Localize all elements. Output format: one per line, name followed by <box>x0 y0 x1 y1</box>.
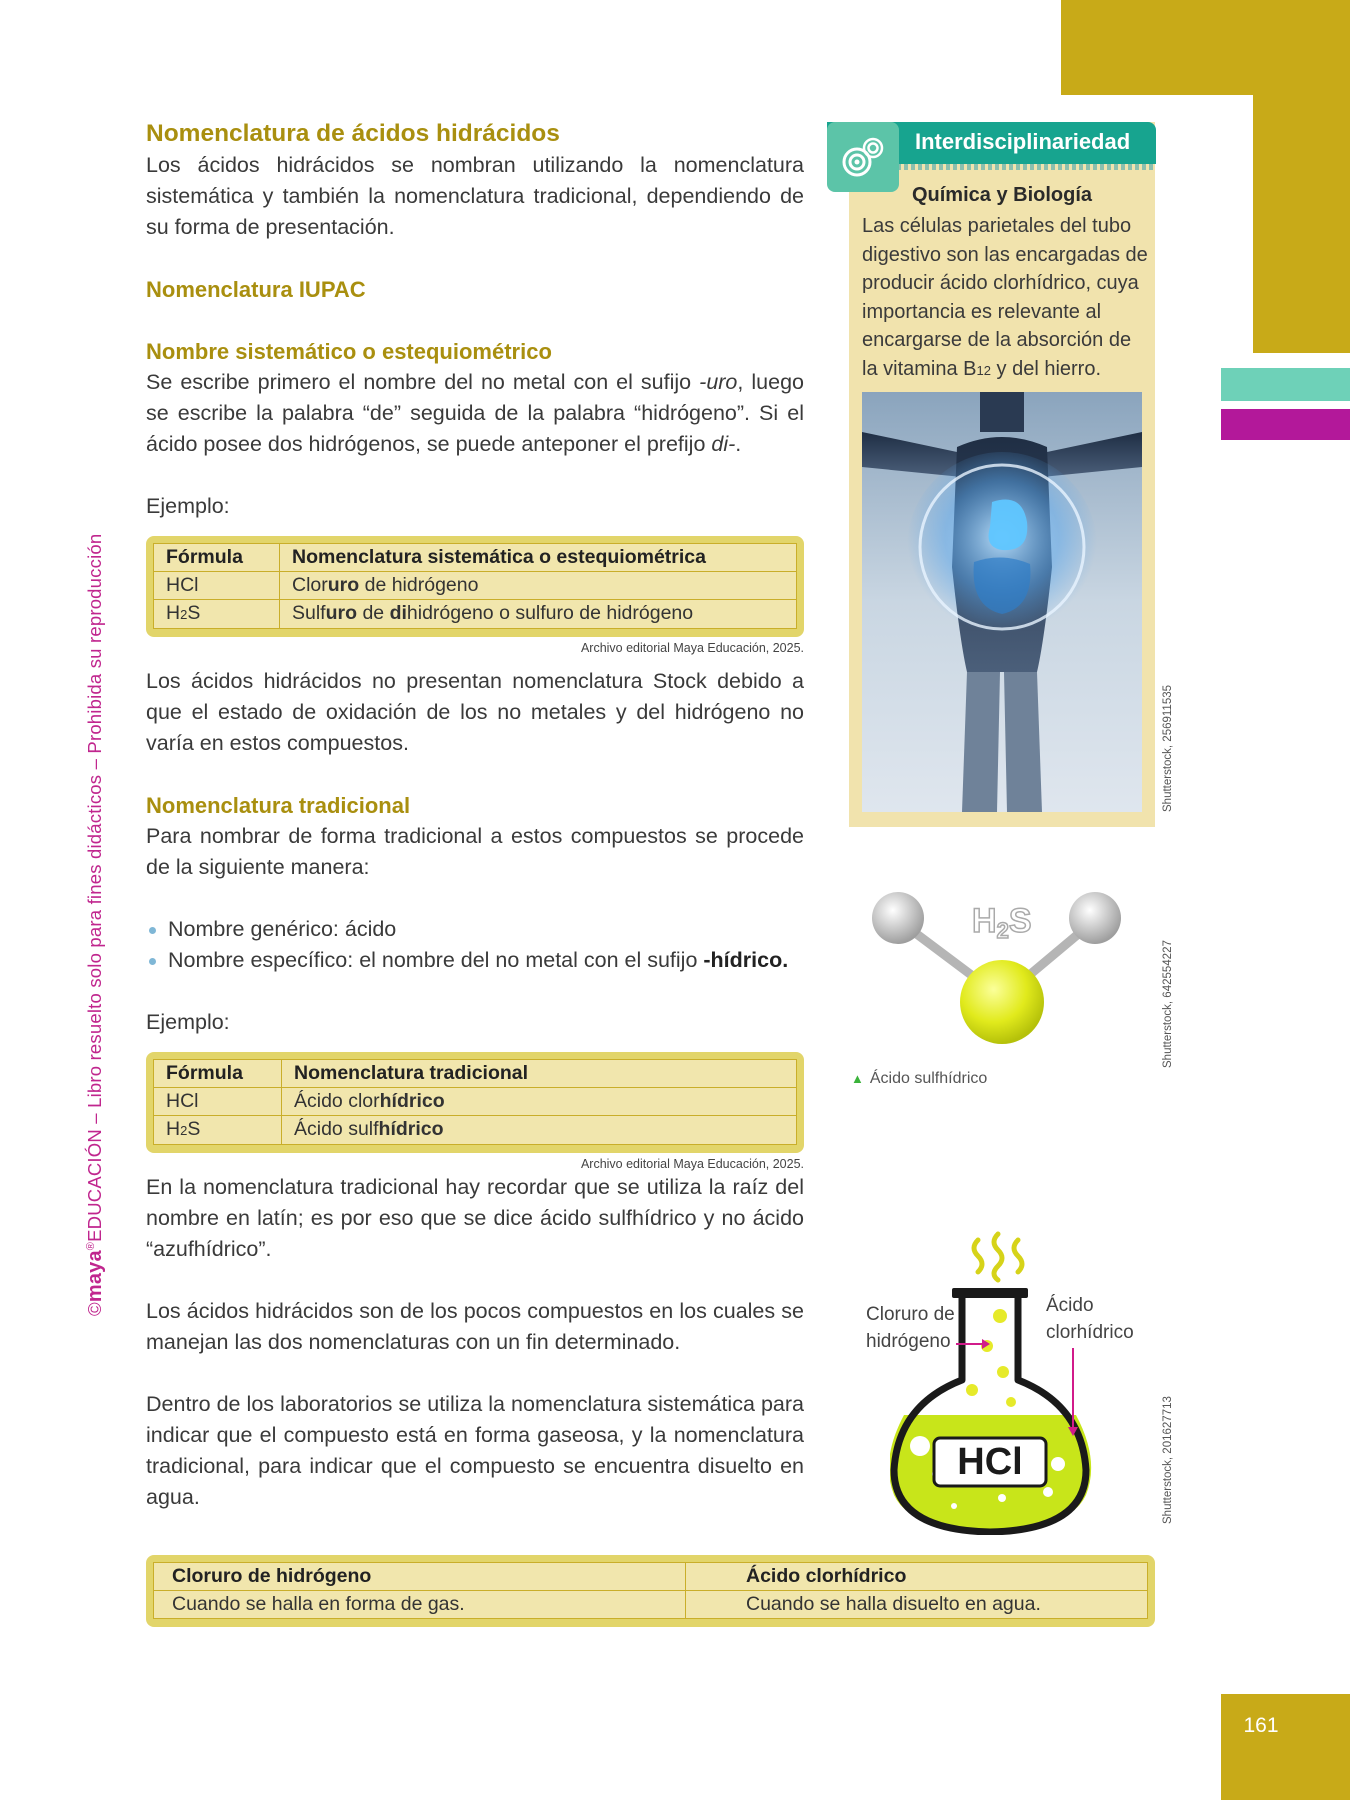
page-title: Nomenclatura de ácidos hidrácidos <box>146 120 560 147</box>
stock-paragraph: Los ácidos hidrácidos no presentan nomenclatura Stock debido a que el estado de oxidación de los no metales y del hidrógeno no varía en estos compuestos. <box>146 669 804 755</box>
decorative-magenta-bar <box>1221 409 1350 440</box>
h2s-label: H2S <box>972 902 1032 943</box>
cell-acido: Cuando se halla disuelto en agua. <box>686 1591 1148 1619</box>
iupac-heading: Nomenclatura IUPAC <box>146 277 366 302</box>
h2s-molecule-illustration <box>860 880 1130 1055</box>
table-row <box>154 1591 1148 1619</box>
decorative-gold-bar-right <box>1253 95 1350 353</box>
prefix-di: di- <box>711 432 736 456</box>
flask-label-cloruro: Cloruro de hidrógeno <box>866 1304 955 1352</box>
col-header-cloruro: Cloruro de hidrógeno <box>154 1563 686 1591</box>
sistematico-paragraph: Se escribe primero el nombre del no metal con el sufijo -uro, luego se escribe la palabra “de” seguida de la palabra “hidrógeno”. Si el ácido posee dos hidrógenos, se puede anteponer el prefijo di-. <box>146 370 804 456</box>
list-item: Nombre genérico: ácido <box>146 914 804 945</box>
brand-name: maya <box>84 1250 106 1303</box>
table-header-formula: Fórmula <box>154 1060 282 1088</box>
table-row <box>154 1116 797 1145</box>
page-number: 161 <box>1243 1714 1279 1737</box>
table1-credit: Archivo editorial Maya Educación, 2025. <box>580 641 804 655</box>
suffix-uro: -uro <box>699 370 738 394</box>
table-header-row <box>154 544 797 572</box>
name-cell: Cloruro de hidrógeno <box>280 572 797 600</box>
formula-cell: H2S <box>154 600 280 629</box>
table-header-row <box>154 1563 1148 1591</box>
table2-credit: Archivo editorial Maya Educación, 2025. <box>580 1157 804 1171</box>
sistematico-heading: Nombre sistemático o estequiométrico <box>146 339 552 364</box>
human-digestive-system-image <box>862 392 1142 812</box>
comparison-table <box>146 1555 1155 1627</box>
list-item: Nombre específico: el nombre del no metal con el sufijo -hídrico. <box>146 945 804 976</box>
interdisciplinary-text: Las células parietales del tubo digestivo son las encargadas de producir ácido clorhídrico, cuya importancia es relevante al encargarse de la absorción de la vitamina B12 y del hierro. <box>862 215 1148 380</box>
table-row <box>154 1088 797 1116</box>
table-row <box>154 572 797 600</box>
name-cell: Ácido clorhídrico <box>282 1088 797 1116</box>
copyright-symbol: © <box>84 1302 105 1316</box>
bullet-list <box>146 914 804 976</box>
flask-credit: Shutterstock, 201627713 <box>1162 1396 1174 1524</box>
main-column <box>146 118 804 1513</box>
formula-cell: HCl <box>154 1088 282 1116</box>
example-label-1: Ejemplo: <box>146 494 230 518</box>
latin-paragraph: En la nomenclatura tradicional hay recordar que se utiliza la raíz del nombre en latín; es por eso que se dice ácido sulfhídrico y no ácido “azufhídrico”. <box>146 1175 804 1261</box>
formula-cell: H2S <box>154 1116 282 1145</box>
side-text-rest: EDUCACIÓN – Libro resuelto solo para fines didácticos – Prohibida su reproducción <box>84 533 105 1242</box>
flask-label-acido: Ácido clorhídrico <box>1046 1295 1134 1343</box>
decorative-gold-bar-top <box>1061 0 1350 95</box>
pocos-paragraph: Los ácidos hidrácidos son de los pocos compuestos en los cuales se manejan las dos nomenclaturas con un fin determinado. <box>146 1299 804 1354</box>
tradicional-paragraph: Para nombrar de forma tradicional a estos compuestos se procede de la siguiente manera: <box>146 824 804 879</box>
molecule-caption: ▲ Ácido sulfhídrico <box>851 1070 988 1087</box>
tradicional-heading: Nomenclatura tradicional <box>146 793 411 818</box>
hcl-flask-illustration <box>890 1230 1120 1535</box>
table-tradicional <box>146 1052 804 1153</box>
name-cell: Ácido sulfhídrico <box>282 1116 797 1145</box>
interdisciplinary-title: Interdisciplinariedad <box>915 129 1131 154</box>
table-header-formula: Fórmula <box>154 544 280 572</box>
molecule-credit: Shutterstock, 642554227 <box>1162 940 1174 1068</box>
page-number-box <box>1221 1694 1350 1800</box>
body-image-credit: Shutterstock, 256911535 <box>1162 684 1174 812</box>
interdisciplinary-subheading: Química y Biología <box>911 184 1093 206</box>
lab-paragraph: Dentro de los laboratorios se utiliza la nomenclatura sistemática para indicar que el compuesto está en forma gaseosa, y la nomenclatura tradicional, para indicar que el compuesto se encuentra disuelto en agua. <box>146 1392 804 1509</box>
example-label-2: Ejemplo: <box>146 1010 230 1034</box>
intro-paragraph: Los ácidos hidrácidos se nombran utilizando la nomenclatura sistemática y también la nomenclatura tradicional, dependiendo de su forma de presentación. <box>146 153 804 239</box>
table-sistematica <box>146 536 804 637</box>
cell-cloruro: Cuando se halla en forma de gas. <box>154 1591 686 1619</box>
name-cell: Sulfuro de dihidrógeno o sulfuro de hidrógeno <box>280 600 797 629</box>
table-row <box>154 600 797 629</box>
col-header-acido: Ácido clorhídrico <box>686 1563 1148 1591</box>
formula-cell: HCl <box>154 572 280 600</box>
table-header-nomenclatura: Nomenclatura tradicional <box>282 1060 797 1088</box>
registered-symbol: ® <box>84 1241 97 1251</box>
decorative-mint-bar <box>1221 368 1350 401</box>
hcl-formula-label: HCl <box>957 1441 1023 1483</box>
triangle-icon: ▲ <box>851 1071 864 1086</box>
table-header-nomenclatura: Nomenclatura sistemática o estequiométrica <box>280 544 797 572</box>
side-copyright-text <box>84 534 107 1316</box>
target-rings-icon <box>827 122 899 192</box>
table-header-row <box>154 1060 797 1088</box>
